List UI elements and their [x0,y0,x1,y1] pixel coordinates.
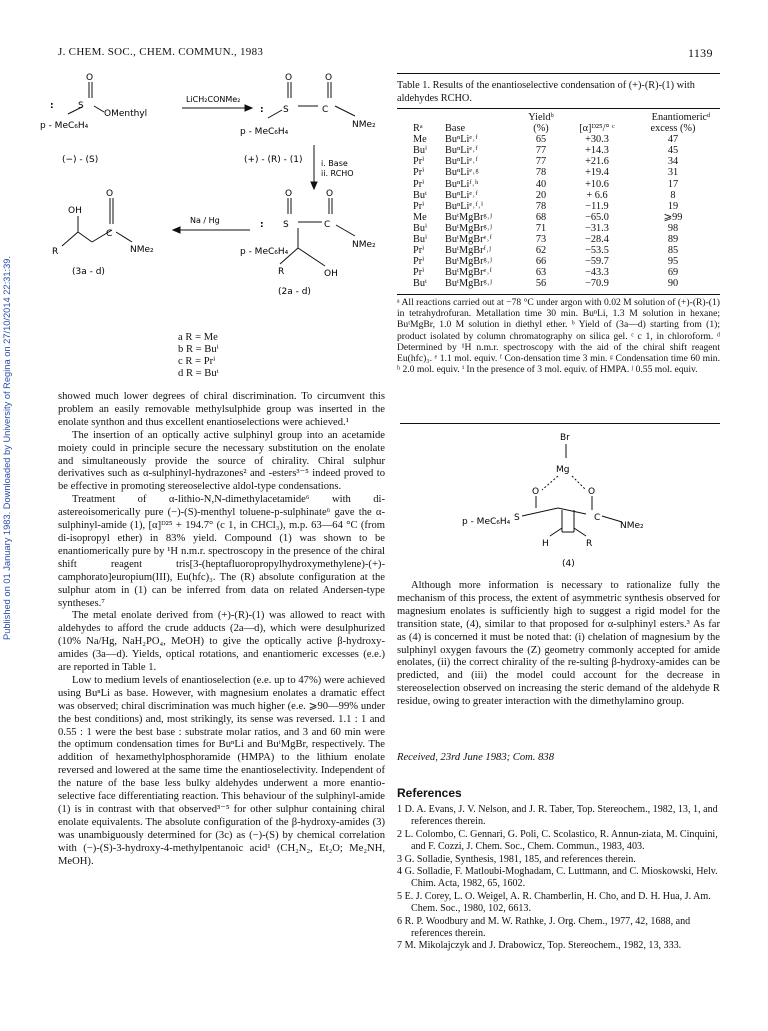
table-cell: −43.3 [585,267,609,279]
table-cell: +14.3 [585,145,609,157]
svg-text:S: S [283,105,289,115]
svg-text:C: C [322,105,329,115]
table-cell: Prⁱ [413,200,425,212]
table-cell: 63 [535,267,547,279]
svg-text:O: O [588,487,596,497]
table-cell: 95 [667,256,679,268]
svg-text:S: S [514,513,520,523]
table-cell: 77 [535,145,547,157]
table-cell: 47 [667,134,679,146]
table-footnote: ᵃ All reactions carried out at −78 °C under argon with 0.02 M solution of (+)-(R)-(1) in tetrahydrofuran. Metallation time 30 min. BuⁿLi, 1.3 M solution in hexane; BuᵗMgBr, 1.0 M solution in diethyl ether. ᵇ Yield of (3a—d) starting from (1); product isolated by column chromatography on silica gel. ᶜ c 1, in chloroform. ᵈ Determined by ¹H n.m.r. spectroscopy with the aid of the chiral shift reagent Eu(hfc)₃. ᵉ 1.1 mol. equiv. ᶠ Con-densation time 3 min. ᵍ Condensation time 60 min. ʰ 2.0 mol. equiv. ⁱ In the presence of 3 mol. equiv. of HMPA. ʲ 0.55 mol. equiv. [397,297,720,376]
paragraph: Although more information is necessary to rationalize fully the mechanism of this process, the extent of asymmetric synthesis observed for magnesium enolates is sufficiently high to suggest a rigid model for the transition state, (4), similar to that proposed for α-sulphinyl esters.³ As far as (4) is concerned it must be noted that: (i) chelation of magnesium by the sulphinyl oxygen favours the (Z) geometry commonly accepted for amide enolates, (ii) the correct chirality of the re-sulting β-hydroxy-amides can be predicted, and (iii) the model could account for the decrease in stereoselection observed on increasing the steric demand of the aldehyde R residue, owing to greater interaction with the dimethylamino group. [397,580,720,708]
table-cell: BuᵗMgBrᵍ˒ʲ [445,256,492,268]
results-table: Yieldᵇ Enantiomericᵈ Rᵃ Base (%) [α]ᴰ²⁵/° ᶜ excess (%) Me BuⁿLiᵉ˒ᶠ 65 +30.3 47 Buⁱ BuⁿLiᵉ˒ᶠ 77 +14.3 45 Prⁱ BuⁿLiᵉ˒ᶠ 77 +21.6 34 Prⁱ BuⁿLiᵉ˒ᵍ 78 +19.4 31 Prⁱ BuⁿLiᶠ˒ʰ 40 +10.6 17 Buᵗ BuⁿLiᵉ˒ᶠ 20 + 6.6 8 Prⁱ BuⁿLiᵉ˒ᶠ˒ⁱ 78 −11.9 19 Me BuᵗMgBrᵍ˒ʲ 68 −65.0 ⩾99 Buⁱ BuᵗMgBrᵍ˒ʲ 71 −31.3 98 Buⁱ BuᵗMgBrᵉ˒ᶠ 73 −28.4 89 Prⁱ BuᵗMgBrᶠ˒ʲ 62 −53.5 85 Prⁱ BuᵗMgBrᵍ˒ʲ 66 −59.7 95 Prⁱ BuᵗMgBrᵉ˒ᶠ 63 −43.3 69 Buᵗ BuᵗMgBrᵍ˒ʲ 56 −70.9 90 [413,112,717,290]
svg-text:O: O [285,189,293,199]
ts-aryl: p - MeC₆H₄ [462,517,511,527]
svg-text:R: R [586,539,593,549]
table-row [413,179,717,190]
table-cell: 71 [535,222,547,234]
svg-text:O: O [326,189,334,199]
table-title: Table 1. Results of the enantioselective condensation of (+)-(R)-(1) with aldehydes RCHO. [397,80,695,104]
svg-text:R: R [278,267,285,277]
table-cell: BuⁿLiᵉ˒ᶠ [445,145,478,157]
right-column-text [397,580,720,709]
table-cell: 34 [667,156,679,168]
scheme-o-1: O [86,73,94,83]
table-cell: −53.5 [585,245,609,257]
table-cell: 90 [667,278,679,290]
table-cell: Prⁱ [413,245,425,257]
table-cell: + 6.6 [586,189,608,201]
table-header: excess (%) [650,123,696,135]
references-heading: References [397,786,462,800]
svg-text:R: R [52,247,59,257]
ts-label: (4) [562,559,575,568]
paragraph: Treatment of α-lithio-N,N-dimethylacetamide⁶ with di-astereoisomerically pure (−)-(S)-menthyl toluene-p-sulphinate⁶ gave the α-sulphinyl-amide (1), [α]ᴰ²⁵ + 194.7° (c 1, in CHCl₃), m.p. 63—64 °C (from di-isopropyl ether) in 83% yield. Compound (1) was shown to be enantiomerically pure by ¹H n.m.r. spectroscopy in the presence of the chiral shift reagent tris[3-(heptafluoropropylhydroxymethylene)-(+)-camphorato]europium(III), Eu(hfc)₃. The (R) absolute configuration at the sulphur atom in (1) can be inferred from data on related Andersen-type syntheses.⁷ [58,494,385,609]
download-notice: Published on 01 January 1983. Downloaded by University of Regina on 27/10/2014 22:31:39. [2,255,12,640]
table-header: Rᵃ [413,123,423,135]
table-cell: Me [413,211,427,223]
svg-text:C: C [594,513,601,523]
table-cell: 17 [667,178,679,190]
scheme-nme2-1: NMe₂ [352,120,376,130]
table-cell: +30.3 [585,134,609,146]
svg-text::: : [260,220,264,230]
table-row [413,278,717,289]
table-cell: 45 [667,145,679,157]
reference-item: 6 R. P. Woodbury and M. W. Rathke, J. Org. Chem., 1977, 42, 1688, and references therein. [397,915,691,940]
svg-text:O: O [325,73,333,83]
scheme-config-product: (+) - (R) - (1) [244,155,303,165]
table-cell: BuᵗMgBrᵉ˒ᶠ [445,234,492,246]
table-cell: 40 [535,178,547,190]
paragraph: The metal enolate derived from (+)-(R)-(1) was allowed to react with aldehydes to afford the crude adducts (2a—d), which were desulphurized (10% Na/Hg, NaH₂PO₄, MeOH) to give the optically active β-hydroxy-amides (3a—d). Yields, optical rotations, and enantiomeric excesses (e.e.) are reported in Table 1. [58,610,385,674]
table-cell: BuⁿLiᵉ˒ᶠ [445,134,478,146]
table-cell: Prⁱ [413,256,425,268]
table-row [413,134,717,145]
table-cell: 69 [667,267,679,279]
scheme-label-2: (2a - d) [278,287,311,297]
ts-br: Br [560,433,570,443]
reference-item: 2 L. Colombo, C. Gennari, G. Poli, C. Scolastico, R. Annun-ziata, M. Cinquini, and F. Cozzi, J. Chem. Soc., Chem. Commun., 1983, 403. [397,828,718,853]
svg-text::: : [50,101,54,111]
table-rule [397,108,720,109]
transition-state-diagram [462,428,702,568]
table-row [413,267,717,278]
table-top-rule [397,73,720,74]
svg-text:C: C [106,229,113,239]
table-cell: Prⁱ [413,156,425,168]
table-cell: BuⁿLiᶠ˒ʰ [445,178,479,190]
scheme-omenthyl: OMenthyl [104,109,148,119]
table-cell: 19 [667,200,679,212]
scheme-step-i: i. Base [321,159,348,168]
table-cell: Buⁱ [413,145,428,157]
table-cell: Prⁱ [413,167,425,179]
svg-text:O: O [532,487,540,497]
left-column-text [58,391,385,869]
table-cell: BuⁿLiᵉ˒ᶠ˒ⁱ [445,200,484,212]
svg-text:H: H [542,539,549,549]
reference-item: 4 G. Solladie, F. Matloubi-Moghadam, C. Luttmann, and C. Mioskowski, Helv. Chim. Acta, 1982, 65, 1602. [397,866,718,890]
table-cell: −11.9 [585,200,609,212]
table-cell: ⩾99 [663,211,683,223]
divider [400,423,720,424]
substituent-list: a R = Me b R = Buⁱ c R = Prⁱ d R = Buᵗ [178,332,219,379]
paragraph: Low to medium levels of enantioselection (e.e. up to 47%) were achieved using BuⁿLi as base. However, with magnesium enolates a dramatic effect was observed; chiral discrimination was much higher (e.e. ⩾90—99% under the best conditions) and, most strikingly, its sense was reversed. 1.1 : 1 and 0.55 : 1 were the best base : substrate molar ratios, and 3 and 60 min were the optimum condensation times for BuⁿLi and BuᵗMgBr, respectively. The addition of hexamethylphosphoramide (HMPA) to the lithium enolate reversed and lowered at the same time the enantioselectivity. Independent of the nature of the base less bulky aldehydes underwent a more enantio-selective face differentiating reaction. This behaviour of the sulphinyl-amide (1) is in contrast with that observed³⁻⁵ for other sulphur containing chiral enolate equivalents. The absolute configuration of the β-hydroxy-amides (3) was unambiguously determined for (3c) as (−)-(S) by chemical correlation with (−)-(S)-3-hydroxy-4-methylpentanoic acid¹ (CH₂N₂, Et₂O; Me₂NH, MeOH). [58,674,385,867]
table-bottom-rule [397,294,720,295]
table-cell: Buᵗ [413,189,427,201]
paragraph: showed much lower degrees of chiral discrimination. To circumvent this problem an easily removable methylsulphide group was inserted in the enolate synthon and thus excellent enantioselections were achieved.¹ [58,391,385,428]
table-cell: Buᵗ [413,278,427,290]
table-cell: Buⁱ [413,222,428,234]
scheme-reagent-2: Na / Hg [190,216,220,225]
table-cell: +10.6 [585,178,609,190]
scheme-s-1: S [78,101,84,111]
scheme-nme2-3: NMe₂ [130,245,154,255]
reaction-scheme [40,70,390,300]
table-row [413,145,717,156]
table-cell: 85 [667,245,679,257]
table-cell: Prⁱ [413,178,425,190]
table-cell: 8 [670,189,676,201]
table-cell: 98 [667,222,679,234]
table-row [413,223,717,234]
reference-item: 1 D. A. Evans, J. V. Nelson, and J. R. Taber, Top. Stereochem., 1982, 13, 1, and references therein. [397,804,718,828]
table-cell: 68 [535,211,547,223]
table-cell: +21.6 [585,156,609,168]
received-date: Received, 23rd June 1983; Com. 838 [397,752,554,763]
table-row [413,156,717,167]
reference-list [397,804,720,953]
table-header: [α]ᴰ²⁵/° ᶜ [579,123,615,135]
table-cell: −70.9 [585,278,609,290]
table-cell: BuᵗMgBrᵍ˒ʲ [445,222,492,234]
svg-text:OH: OH [68,206,82,216]
table-cell: Prⁱ [413,267,425,279]
svg-text::: : [260,105,264,115]
scheme-reagent-1: LiCH₂CONMe₂ [186,95,241,104]
table-cell: BuⁿLiᵉ˒ᵍ [445,167,479,179]
table-cell: 31 [667,167,679,179]
table-cell: BuᵗMgBrᵍ˒ʲ [445,211,492,223]
table-row [413,212,717,223]
page-number: 1139 [688,46,713,60]
table-header: Base [445,123,466,135]
scheme-aryl-2: p - MeC₆H₄ [240,127,289,137]
paragraph: The insertion of an optically active sulphinyl group into an acetamide moiety could in principle secure the necessary substitution on the enolate and simultaneously provide the source of chirality. Chiral sulphur derivatives such as α-sulphinyl-hydrazones² and -esters³⁻⁵ indeed proved to be effective in promoting stereoselective aldol-type condensations. [58,429,385,493]
table-cell: BuⁿLiᵉ˒ᶠ [445,156,478,168]
table-cell: 20 [535,189,547,201]
table-cell: 78 [535,167,547,179]
table-cell: 65 [535,134,547,146]
reference-item: 3 G. Solladie, Synthesis, 1981, 185, and references therein. [397,853,636,865]
journal-header: J. CHEM. SOC., CHEM. COMMUN., 1983 [58,46,264,58]
table-cell: 62 [535,245,547,257]
table-row [413,201,717,212]
table-cell: BuⁿLiᵉ˒ᶠ [445,189,478,201]
scheme-nme2-2: NMe₂ [352,240,376,250]
table-cell: 89 [667,234,679,246]
table-cell: BuᵗMgBrᵍ˒ʲ [445,278,492,290]
table-cell: Buⁱ [413,234,428,246]
reference-item: 5 E. J. Corey, L. O. Weigel, A. R. Chamberlin, H. Cho, and D. H. Hua, J. Am. Chem. Soc., 1980, 102, 6613. [397,890,711,915]
table-cell: 56 [535,278,547,290]
table-cell: +19.4 [585,167,609,179]
table-cell: −65.0 [585,211,609,223]
table-row [413,190,717,201]
table-cell: −28.4 [585,234,609,246]
table-row [413,234,717,245]
table-cell: 78 [535,200,547,212]
svg-text:S: S [283,220,289,230]
table-cell: 77 [535,156,547,168]
ts-mg: Mg [556,465,570,475]
svg-text:O: O [106,189,114,199]
table-row [413,167,717,178]
reference-item: 7 M. Mikolajczyk and J. Drabowicz, Top. Stereochem., 1982, 13, 333. [397,940,682,952]
scheme-config-start: (−) - (S) [62,155,99,165]
scheme-aryl-3: p - MeC₆H₄ [240,247,289,257]
table-header: (%) [533,123,549,135]
table-row [413,256,717,267]
table-cell: −59.7 [585,256,609,268]
scheme-label-3: (3a - d) [72,267,105,277]
scheme-aryl-1: p - MeC₆H₄ [40,121,89,131]
svg-text:OH: OH [324,269,338,279]
svg-text:O: O [285,73,293,83]
table-row [413,245,717,256]
table-cell: −31.3 [585,222,609,234]
table-cell: Me [413,134,427,146]
table-cell: 66 [535,256,547,268]
table-cell: 73 [535,234,547,246]
ts-nme2: NMe₂ [620,521,644,531]
table-cell: BuᵗMgBrᶠ˒ʲ [445,245,491,257]
table-cell: BuᵗMgBrᵉ˒ᶠ [445,267,492,279]
svg-text:C: C [324,220,331,230]
scheme-step-ii: ii. RCHO [321,169,354,178]
